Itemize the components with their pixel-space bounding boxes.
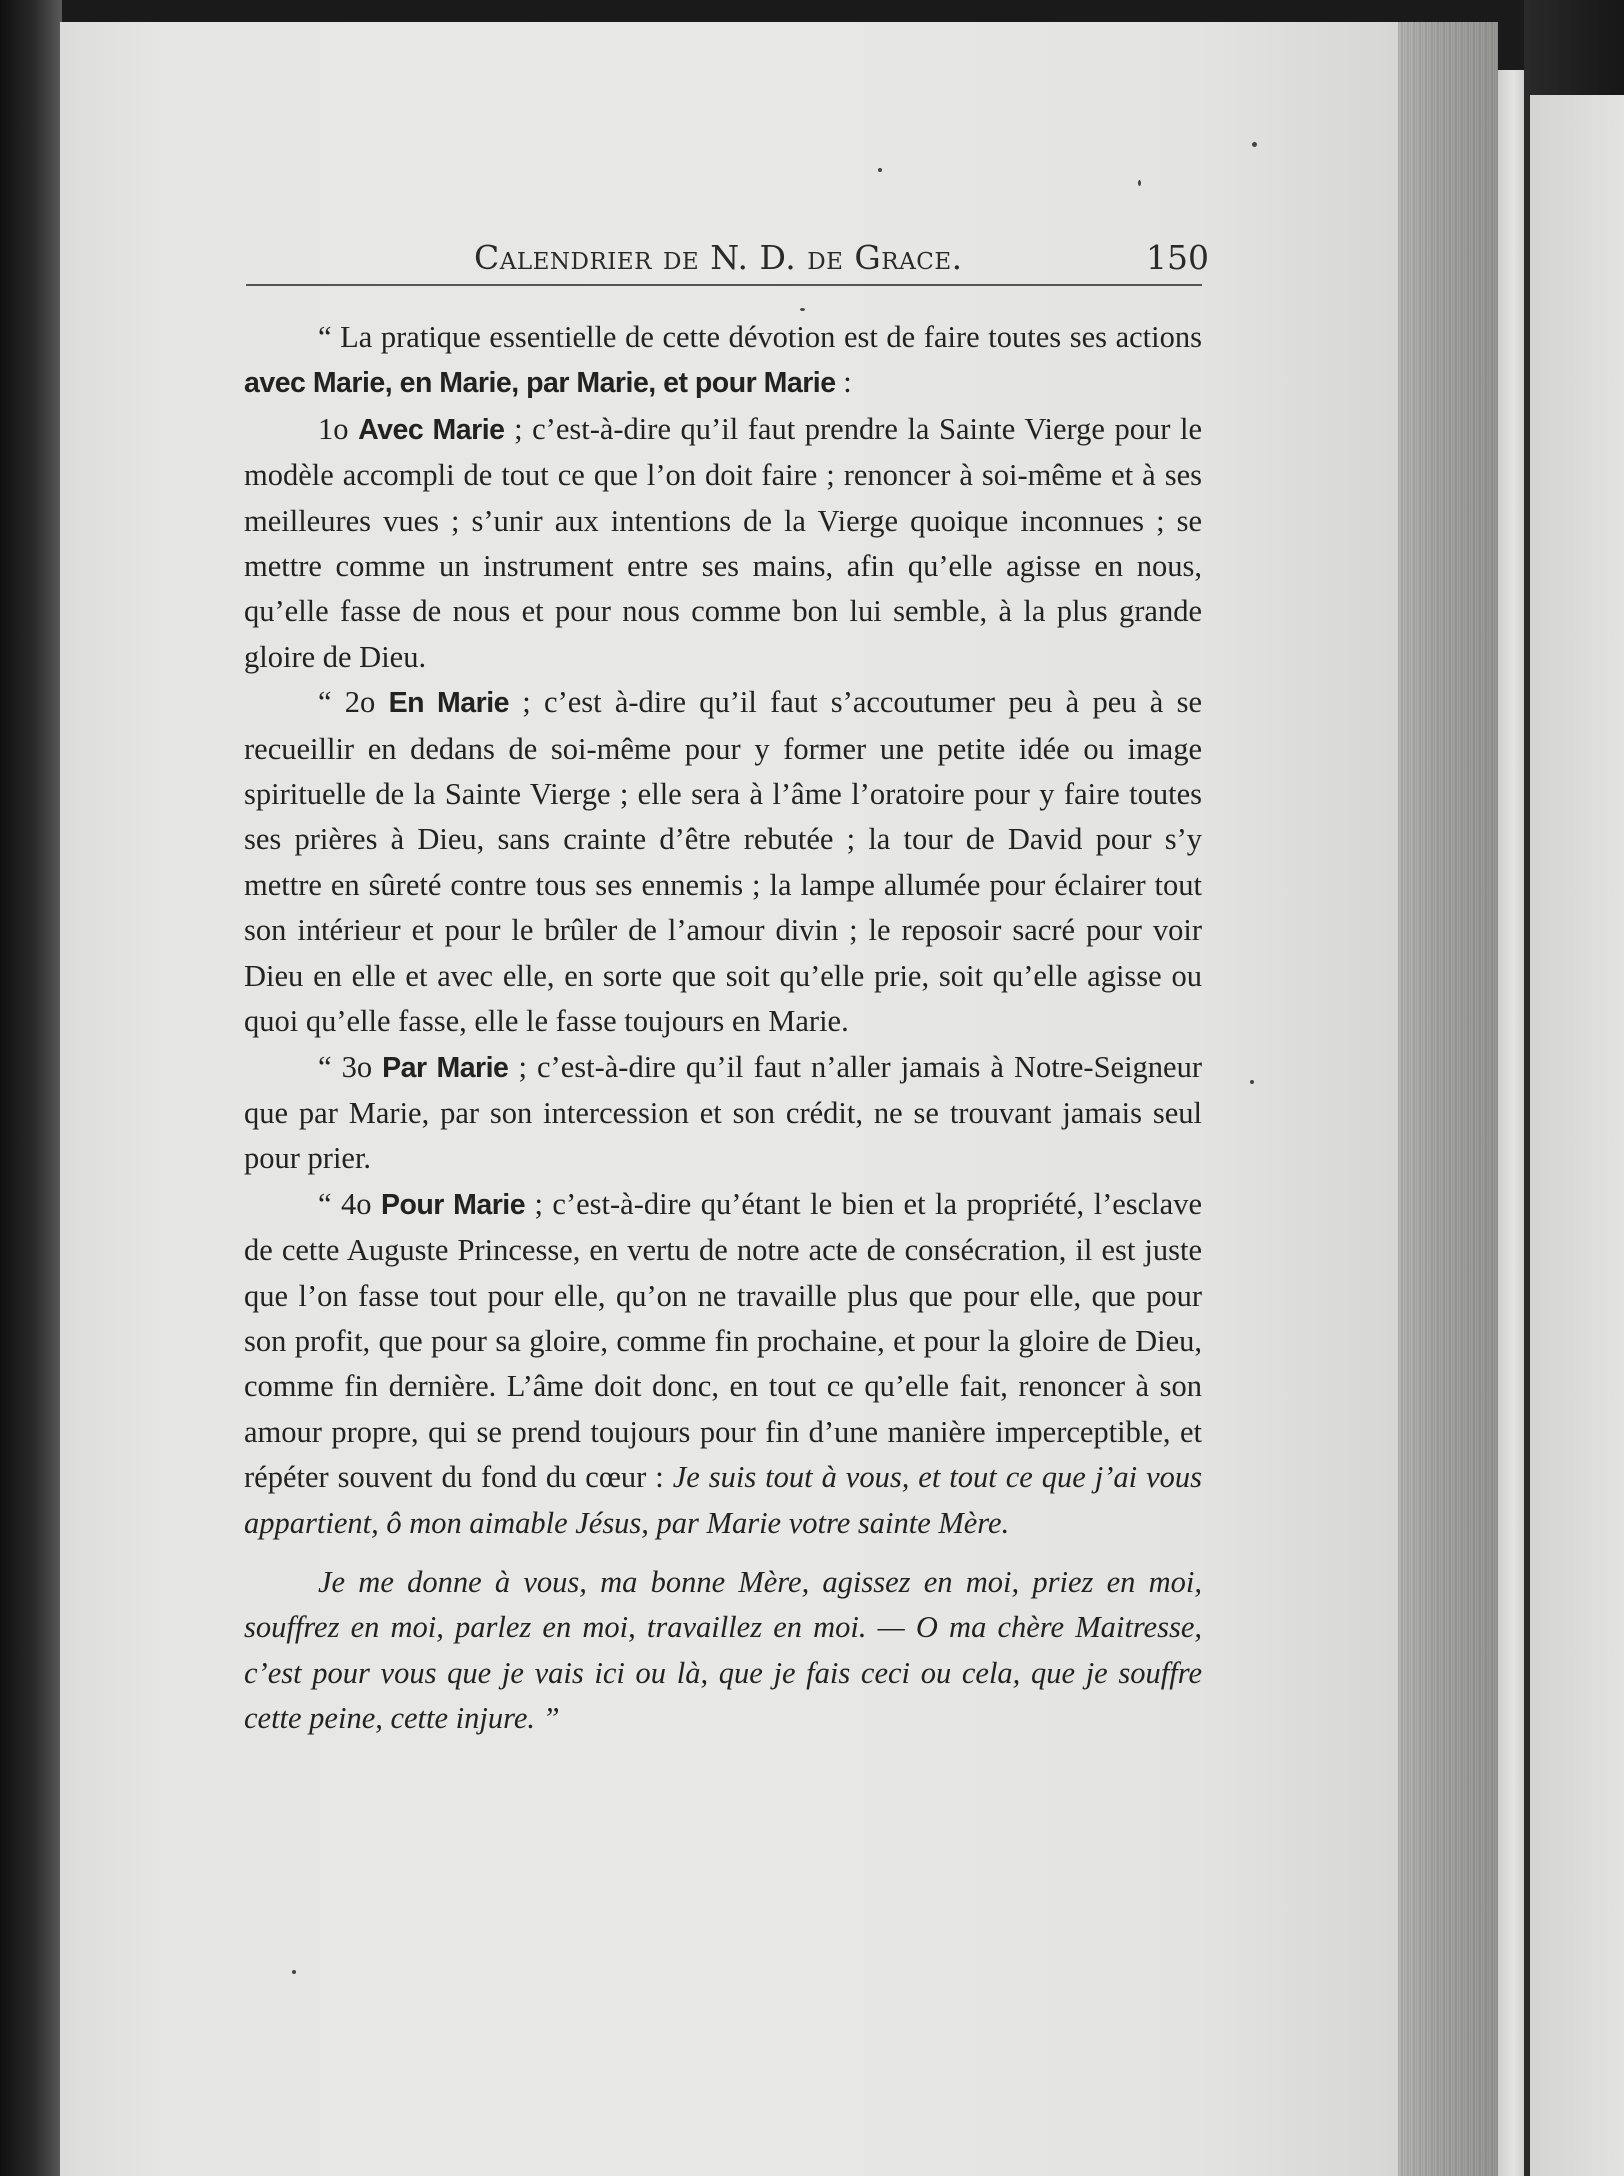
intro-end: :	[835, 365, 852, 400]
point-number: “ 2o	[318, 685, 389, 720]
header-rule	[246, 284, 1202, 286]
point-number: “ 4o	[318, 1186, 381, 1221]
page-stack-edge	[1398, 22, 1498, 2176]
point-paragraph	[244, 1045, 1202, 1182]
next-sheet-edge	[1530, 95, 1624, 2176]
binding-shadow	[0, 0, 62, 2176]
dust-speck	[1138, 180, 1141, 186]
dust-speck	[1250, 1080, 1254, 1084]
intro-lead: “ La pratique essentielle de cette dévotion est de faire toutes ses actions	[318, 320, 1202, 354]
point-number: 1o	[318, 411, 359, 446]
dust-speck	[878, 168, 882, 172]
point-text: ; c’est-à-dire qu’il faut prendre la Sainte Vierge pour le modèle accompli de tout ce que l’on doit faire ; renoncer à soi-même et à ses meilleures vues ; s’unir aux intentions de la Vierge quoique inconnues ; se mettre comme un instrument entre ses mains, afin qu’elle agisse en nous, qu’elle fasse de nous et pour nous comme bon lui semble, à la plus grande gloire de Dieu.	[244, 411, 1202, 674]
dust-speck	[1252, 142, 1257, 147]
point-number: “ 3o	[318, 1049, 383, 1084]
prayer-close-quote: ”	[535, 1701, 560, 1736]
point-heading: Pour Marie	[380, 1188, 526, 1221]
point-paragraph	[244, 407, 1202, 680]
prayer-paragraph	[244, 1560, 1202, 1742]
page-stack-highlight	[1498, 70, 1524, 2176]
running-head	[474, 238, 1214, 277]
prayer-text: Je me donne à vous, ma bonne Mère, agissez en moi, priez en moi, souffrez en moi, parlez en moi, travaillez en moi. — O ma chère Maitresse, c’est pour vous que je vais ici ou là, que je fais ceci ou cela, que je souffre cette peine, cette injure.	[244, 1564, 1202, 1736]
intro-emphasis: avec Marie, en Marie, par Marie, et pour Marie	[244, 367, 836, 400]
point-italic-quote: Je suis tout à vous, et tout ce que j’ai vous appartient, ô mon aimable Jésus, par Marie votre sainte Mère.	[244, 1460, 1202, 1540]
intro-paragraph	[244, 315, 1202, 407]
dust-speck	[292, 1970, 296, 1974]
point-text: ; c’est-à-dire qu’il faut n’aller jamais à Notre-Seigneur que par Marie, par son intercession et son crédit, ne se trouvant jamais seul pour prier.	[244, 1049, 1202, 1176]
point-heading: Par Marie	[382, 1051, 509, 1084]
point-heading: Avec Marie	[358, 413, 505, 446]
running-head-title: Calendrier de N. D. de Grace.	[474, 238, 963, 277]
point-heading: En Marie	[388, 687, 510, 720]
point-text: ; c’est à-dire qu’il faut s’accoutumer peu à peu à se recueillir en dedans de soi-même pour y former une petite idée ou image spirituelle de la Sainte Vierge ; elle sera à l’âme l’oratoire pour y faire toutes ses prières à Dieu, sans crainte d’être rebutée ; la tour de David pour s’y mettre en sûreté contre tous ses ennemis ; la lampe allumée pour éclairer tout son intérieur et pour le brûler de l’amour divin ; le reposoir sacré pour voir Dieu en elle et avec elle, en sorte que soit qu’elle prie, soit qu’elle agisse ou quoi qu’elle fasse, elle le fasse toujours en Marie.	[244, 685, 1202, 1039]
body-text	[244, 315, 1202, 1742]
dust-speck	[800, 308, 805, 311]
page-number: 150	[1146, 238, 1209, 277]
point-paragraph	[244, 680, 1202, 1044]
point-text: ; c’est-à-dire qu’étant le bien et la propriété, l’esclave de cette Auguste Princesse, en vertu de notre acte de consécration, il est juste que l’on fasse tout pour elle, qu’on ne travaille plus que pour elle, que pour son profit, que pour sa gloire, comme fin prochaine, et pour la gloire de Dieu, comme fin dernière. L’âme doit donc, en tout ce qu’elle fait, renoncer à son amour propre, qui se prend toujours pour fin d’une manière imperceptible, et répéter souvent du fond du cœur :	[244, 1186, 1202, 1495]
point-paragraph	[244, 1182, 1202, 1546]
